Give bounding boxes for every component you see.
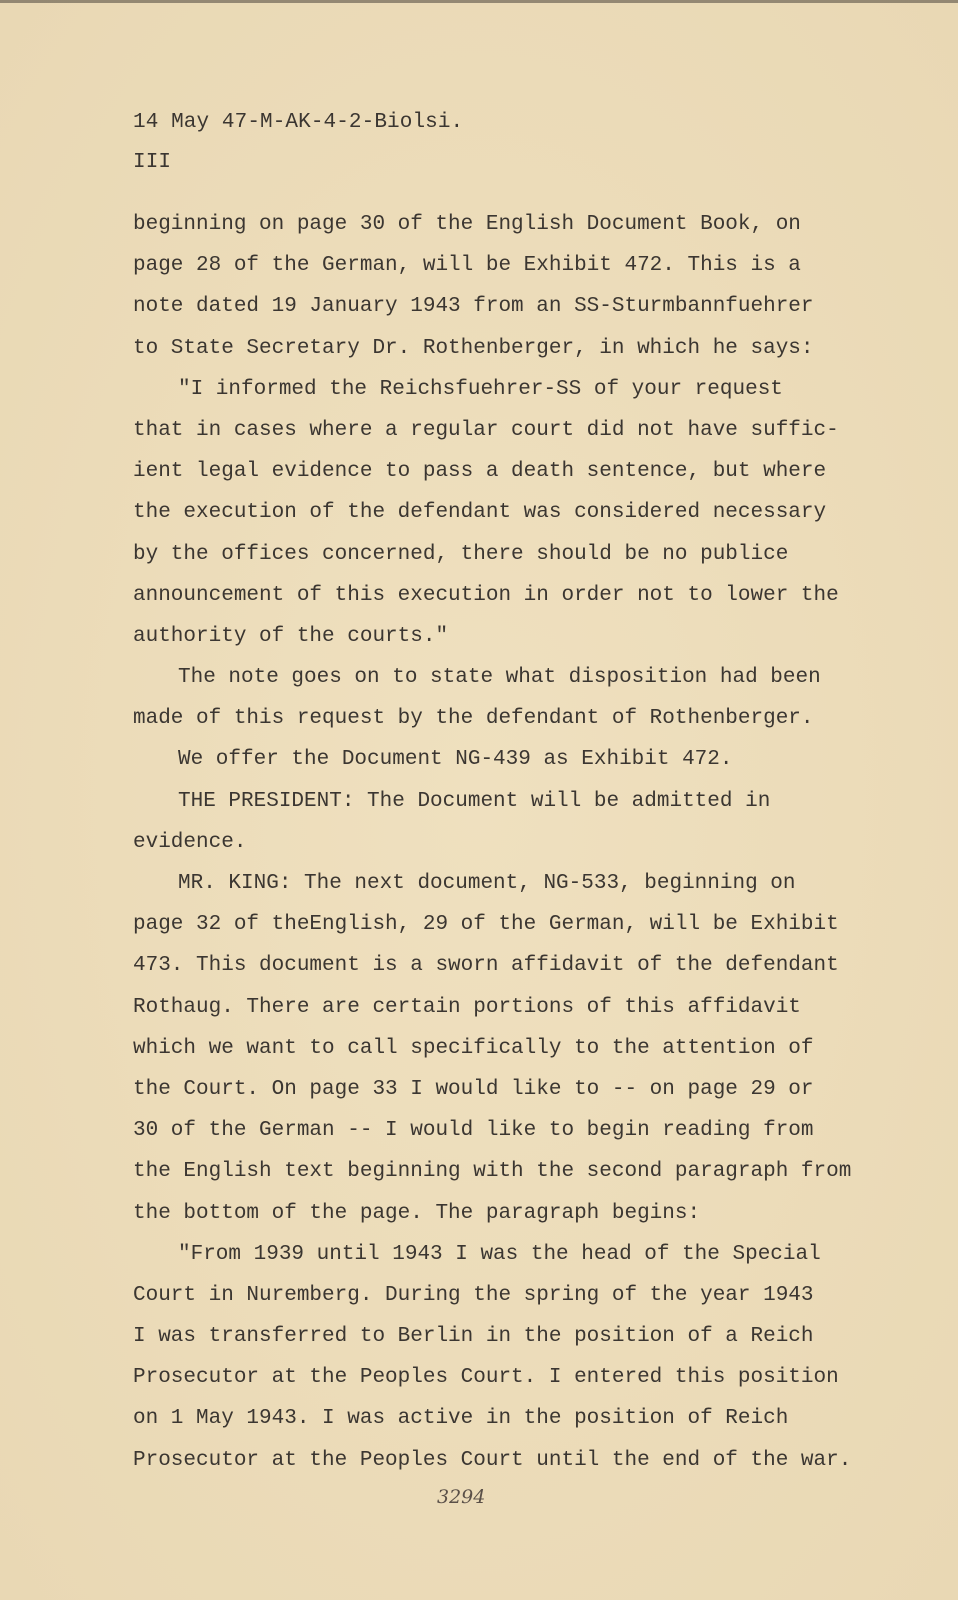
text-line: note dated 19 January 1943 from an SS-Sturmbannfuehrer bbox=[133, 295, 814, 319]
text-line: the bottom of the page. The paragraph begins: bbox=[133, 1201, 701, 1225]
text-line: 30 of the German -- I would like to begin reading from bbox=[133, 1119, 814, 1143]
text-line: which we want to call specifically to the attention of bbox=[133, 1036, 814, 1060]
text-line: The note goes on to state what disposition had been bbox=[178, 666, 821, 690]
text-line: ient legal evidence to pass a death sentence, but where bbox=[133, 460, 827, 484]
text-line: We offer the Document NG-439 as Exhibit 472. bbox=[178, 748, 733, 772]
document-body bbox=[133, 204, 933, 1481]
text-line: Court in Nuremberg. During the spring of the year 1943 bbox=[133, 1283, 814, 1307]
text-line: by the offices concerned, there should be no publice bbox=[133, 542, 789, 566]
text-line: made of this request by the defendant of Rothenberger. bbox=[133, 707, 814, 731]
text-line: "From 1939 until 1943 I was the head of the Special bbox=[178, 1242, 821, 1266]
text-line: beginning on page 30 of the English Document Book, on bbox=[133, 213, 801, 236]
text-line: the Court. On page 33 I would like to -- on page 29 or bbox=[133, 1077, 814, 1101]
text-line: announcement of this execution in order not to lower the bbox=[133, 583, 839, 607]
section-number: III bbox=[133, 151, 172, 174]
text-line: authority of the courts." bbox=[133, 624, 449, 648]
text-line: evidence. bbox=[133, 830, 247, 854]
text-line: to State Secretary Dr. Rothenberger, in which he says: bbox=[133, 336, 814, 360]
document-reference: 14 May 47-M-AK-4-2-Biolsi. bbox=[133, 111, 464, 134]
page-number: 3294 bbox=[437, 1486, 486, 1508]
text-line: page 28 of the German, will be Exhibit 472. This is a bbox=[133, 254, 801, 278]
text-line: Prosecutor at the Peoples Court. I entered this position bbox=[133, 1366, 839, 1390]
text-line: the execution of the defendant was considered necessary bbox=[133, 501, 827, 525]
text-line: "I informed the Reichsfuehrer-SS of your request bbox=[178, 377, 783, 401]
text-line: page 32 of theEnglish, 29 of the German, will be Exhibit bbox=[133, 913, 839, 937]
text-line: on 1 May 1943. I was active in the position of Reich bbox=[133, 1407, 789, 1431]
text-line: Rothaug. There are certain portions of this affidavit bbox=[133, 995, 801, 1019]
text-line: I was transferred to Berlin in the position of a Reich bbox=[133, 1325, 814, 1349]
text-line: that in cases where a regular court did not have suffic- bbox=[133, 418, 839, 442]
text-line: the English text beginning with the second paragraph from bbox=[133, 1160, 852, 1184]
text-line: Prosecutor at the Peoples Court until the end of the war. bbox=[133, 1448, 852, 1472]
text-line: MR. KING: The next document, NG-533, beginning on bbox=[178, 872, 796, 895]
page-top-edge bbox=[0, 0, 958, 3]
text-line: 473. This document is a sworn affidavit of the defendant bbox=[133, 954, 839, 978]
text-line: THE PRESIDENT: The Document will be admitted in bbox=[178, 789, 771, 813]
